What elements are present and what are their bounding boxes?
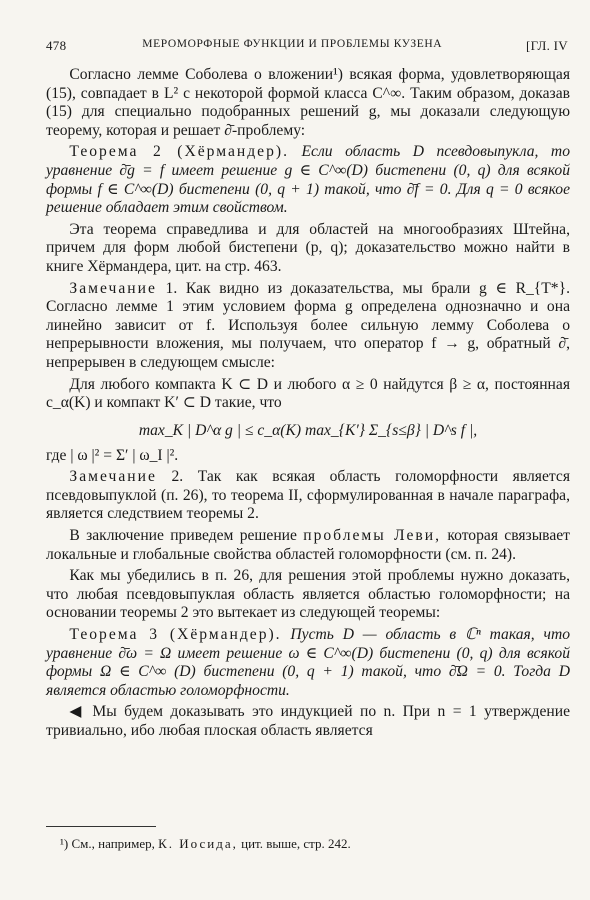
levi-paragraph [46,527,570,564]
footnote-marker: ¹) [60,836,69,851]
paragraph: Для любого компакта K ⊂ D и любого α ≥ 0 найдутся β ≥ α, постоянная c_α(K) и компакт K′ ⊂ D такие, что [46,375,570,412]
theorem-3 [46,626,570,700]
display-formula: max_K | D^α g | ≤ c_α(K) max_{K′} Σ_{s≤β} | D^s f |, [138,421,478,439]
remark-text: 2. Так как всякая область голоморфности является псевдовыпуклой (п. 26), то теорема II, сформулированная в начале параграфа, является следствием теоремы 2. [46,468,570,523]
remark-text: 1. Как видно из доказательства, мы брали g ∈ R_{T*}. Согласно лемме 1 этим условием форма g определена однозначно и она линейно зависит от f. Используя более сильную лемму Соболева о непрерывности вложения, мы получаем, что оператор f → g, обратный ∂̄, непрерывен в следующем смысле: [46,279,570,371]
levi-term: проблемы Леви, [303,527,442,545]
paragraph: Как мы убедились в п. 26, для решения этой проблемы нужно доказать, что любая псевдовыпуклая область является областью голоморфности; на основании теоремы 2 это вытекает из следующей теоремы: [46,567,570,622]
paragraph: где | ω |² = Σ′ | ω_I |². [46,446,179,464]
footnote-author: К. Иосида, [158,836,238,851]
levi-text-after: которая связывает локальные и глобальные свойства областей голоморфности (см. п. 24). [46,527,570,563]
proof-start: ◀ Мы будем доказывать это индукцией по n. При n = 1 утверждение тривиально, ибо любая плоская область является [46,703,570,739]
theorem-2 [46,143,570,217]
theorem-statement: Если область D псевдовыпукла, то уравнение ∂̄g = f имеет решение g ∈ C^∞(D) бистепени (0, q) для всякой формы f ∈ C^∞(D) бистепени (0, q + 1) такой, что ∂̄f = 0. Для q = 0 всякое решение обладает этим свойством. [46,143,570,217]
page-body [46,66,570,744]
page-header [46,38,568,54]
footnote-rule [46,826,156,827]
paragraph: Согласно лемме Соболева о вложении¹) всякая форма, удовлетворяющая (15), совпадает в L² с некоторой формой класса C^∞. Таким образом, доказав (15) для специально подобранных решений g, мы доказали следующую теорему, которая и решает ∂̄-проблему: [46,66,570,139]
paragraph: Эта теорема справедлива и для областей на многообразиях Штейна, причем для форм любой бистепени (p, q); доказательство можно найти в книге Хёрмандера, цит. на стр. 463. [46,220,570,275]
remark-2 [46,468,570,524]
theorem-label: Теорема 3 (Хёрмандер). [69,626,282,644]
footnote-text-before: См., например, [71,836,155,851]
theorem-statement: Пусть D — область в ℂⁿ такая, что уравнение ∂̄ω = Ω имеет решение ω ∈ C^∞(D) бистепени (0, q) для всякой формы Ω ∈ C^∞ (D) бистепени (0, q + 1) такой, что ∂̄Ω = 0. Тогда D является областью голоморфности. [46,626,571,699]
footnote [60,836,351,852]
theorem-label: Теорема 2 (Хёрмандер). [69,143,289,161]
page-number: 478 [46,38,67,53]
chapter-label: [ГЛ. IV [525,38,568,53]
footnote-text-after: цит. выше, стр. 242. [241,836,351,851]
running-title: МЕРОМОРФНЫЕ ФУНКЦИИ И ПРОБЛЕМЫ КУЗЕНА [142,38,443,50]
remark-1 [46,280,570,373]
remark-label: Замечание [69,279,157,297]
remark-label: Замечание [69,468,157,486]
levi-text-before: В заключение приведем решение [69,527,297,545]
